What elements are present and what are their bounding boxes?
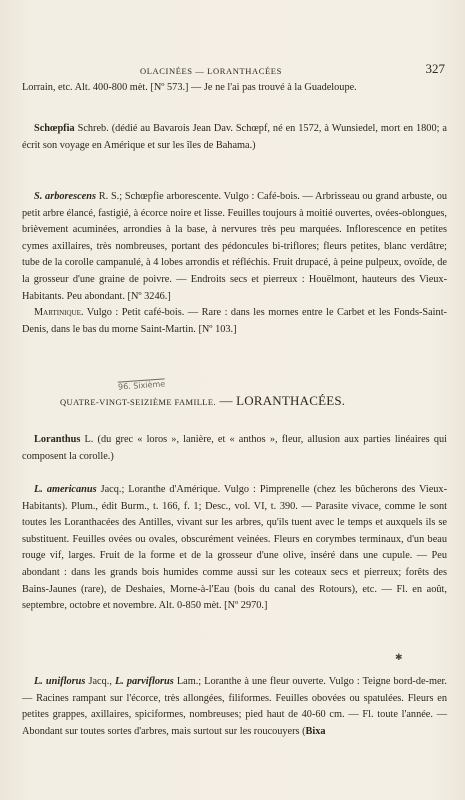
paragraph-text: L. (du grec « loros », lanière, et « anthos », fleur, allusion aux parties linéaires qui composent la corolle.) (22, 434, 447, 462)
paragraph-text: Jacq.; Loranthe d'Amérique. Vulgo : Pimprenelle (chez les bûcherons des Vieux-Habitants). Plum., édit Burm., t. 166, f. 1; Desc., vol. VI, t. 390. — Parasite vivace, comme le sont toutes les Loranthacées des Antilles, vivant sur les arbres, qu'ils tuent avec le temps et auxquels ils se substituent. Feuilles ovées ou ovales, obscurément veinées. Fleurs en corymbes terminaux, d'un beau rouge vif, larges. Fruit de la forme et de la grosseur d'une olive, inséré dans une cupule. — Peu abondant : dans les grands bois humides comme aussi sur les coteaux secs et pierreux; forêts des Bains-Jaunes (rare), de Deshaies, Morne-à-l'Eau (bois du canal des Rotours), etc. — Fl. en août, septembre, octobre et novembre. Alt. 0-850 mèt. [Nº 2970.] (22, 484, 447, 612)
running-head: OLACINÉES — LORANTHACÉES (140, 66, 282, 76)
paragraph-text: Lorrain, etc. Alt. 400-800 mèt. [Nº 573.] — Je ne l'ai pas trouvé à la Guadeloupe. (22, 82, 357, 93)
species-synonym: L. parviflorus (114, 676, 174, 687)
page-number: 327 (425, 61, 445, 76)
paragraph-loranthus-genus (22, 432, 447, 465)
species-name: L. americanus (34, 484, 97, 495)
ink-mark: ✱ (395, 652, 403, 662)
genus-name: Schœpfia (34, 123, 75, 134)
genus-reference: Bixa (305, 725, 326, 737)
place-name: Martinique. (34, 307, 84, 319)
family-heading-name: — LORANTHACÉES. (216, 393, 346, 408)
paragraph-loranthus-uniflorus (22, 674, 447, 740)
paragraph-schoepfia-genus (22, 121, 447, 154)
paragraph-loranthus-americanus (22, 482, 447, 615)
paragraph-text: Lam.; Loranthe à une fleur ouverte. Vulgo : Teigne bord-de-mer. — Racines rampant sur l'écorce, très allongées, filiformes. Feuilles obovées ou spatulées. Fleurs en petites grappes, axillaires, spiciformes, nombreuses; pied haut de 40-60 cm. — Fl. toute l'année. — Abondant sur toutes sortes d'arbres, mais surtout sur les roucouyers ( (22, 676, 447, 737)
paragraph-text: Schreb. (dédié au Bavarois Jean Dav. Schœpf, né en 1572, à Wunsiedel, mort en 1800; a écrit son voyage en Amérique et sur les îles de Bahama.) (22, 123, 447, 151)
handwritten-annotation: 96. Sixième (117, 379, 166, 392)
paragraph-schoepfia-arborescens (22, 189, 447, 338)
species-name: L. uniflorus (34, 676, 86, 687)
paragraph-text: Vulgo : Petit café-bois. — Rare : dans les mornes entre le Carbet et les Fonds-Saint-Denis, dans le bas du morne Saint-Martin. [Nº 103.] (22, 307, 447, 335)
page-header (20, 61, 445, 81)
paragraph-text: R. S.; Schœpfie arborescente. Vulgo : Café-bois. — Arbrisseau ou grand arbuste, ou petit arbre élancé, fastigié, à écorce noire et lisse. Feuilles toujours à moitié ouvertes, ovées-oblongues, brièvement acuminées, arrondies à la base, à nervures très peu marquées. Inflorescence en petites cymes axillaires, très nombreuses, portant des pédoncules bi-triflores; fleurs petites, blanc verdâtre; tube de la corolle campanulé, à 4 lobes arrondis et réfléchis. Fruit drupacé, à peine pulpeux, ovoïde, de la grosseur d'une graine de poivre. — Endroits secs et pierreux : Houëlmont, hauteurs des Vieux-Habitants. Peu abondant. [Nº 3246.] (22, 191, 448, 302)
paragraph-text: Jacq., (85, 676, 115, 687)
family-heading-small: QUATRE-VINGT-SEIZIÈME FAMILLE. (60, 397, 217, 407)
paragraph-continuation (22, 80, 447, 97)
species-name: S. arborescens (34, 191, 96, 202)
genus-name: Loranthus (34, 434, 81, 445)
family-heading (60, 393, 345, 409)
